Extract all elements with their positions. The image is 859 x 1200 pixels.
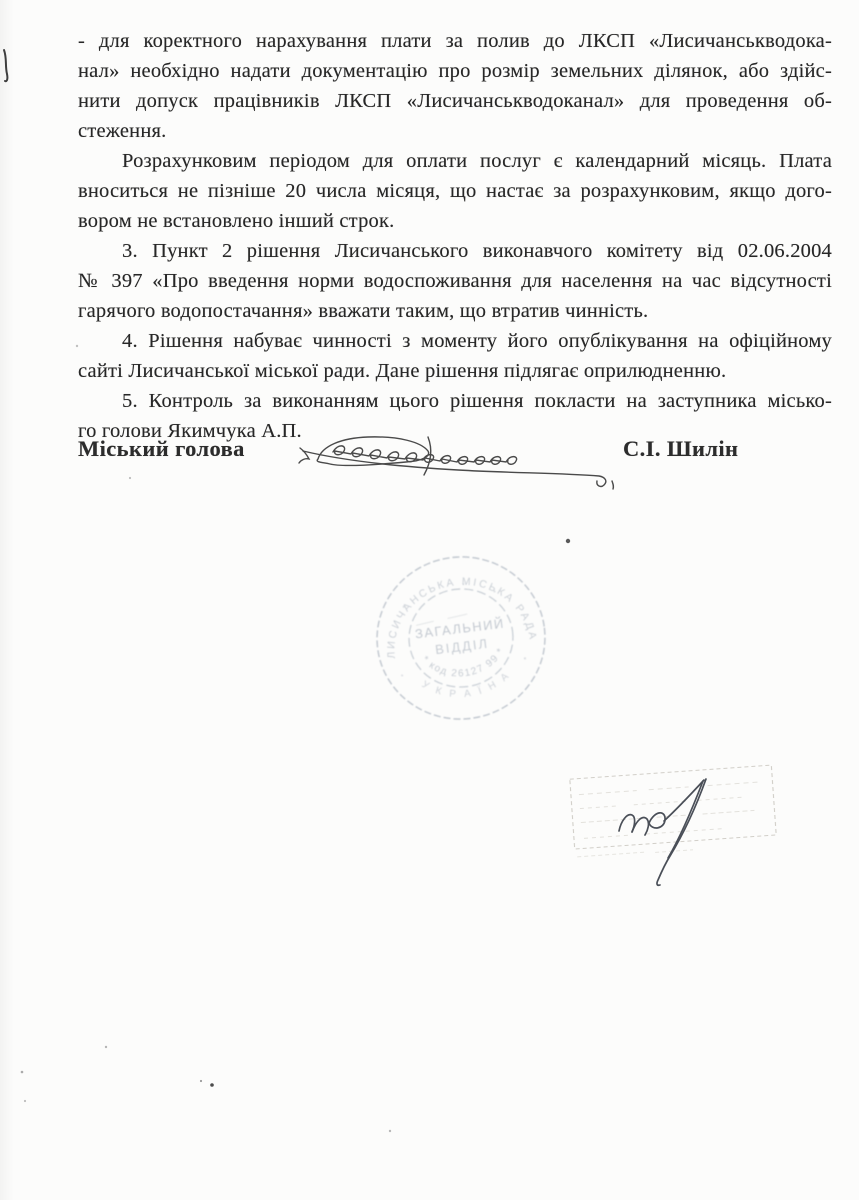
stamp-arc-top-text: ЛИСИЧАНСЬКА МІСЬКА РАДА — [385, 575, 540, 660]
text-line: вноситься не пізніше 20 числа місяця, що настає за розрахунковим, якщо дого- — [78, 180, 832, 202]
signatory-name: С.І. Шилін — [623, 436, 739, 461]
text-line: стеження. — [78, 120, 167, 142]
mayor-signature-scrawl — [299, 437, 613, 489]
scan-speck — [129, 477, 131, 479]
scan-speck — [389, 1130, 391, 1132]
scan-speck — [24, 1100, 26, 1102]
scan-speck — [200, 1080, 202, 1082]
round-official-stamp — [368, 547, 554, 728]
text-line: 5. Контроль за виконанням цього рішення покласти на заступника місько- — [122, 390, 832, 412]
scan-speck — [566, 539, 570, 543]
text-line: гарячого водопостачання» вважати таким, що втратив чинність. — [78, 300, 649, 322]
stamp-rect-extra-line — [577, 849, 693, 858]
text-line: вором не встановлено інший строк. — [78, 210, 395, 232]
signatory-title: Міський голова — [78, 436, 245, 461]
scan-speck — [210, 1083, 214, 1087]
stamp-center-line1: ЗАГАЛЬНИЙ — [414, 615, 506, 642]
text-line: нал» необхідно надати документацію про розмір земельних ділянок, або здійс- — [78, 60, 832, 82]
text-line: 4. Рішення набуває чинності з моменту його опублікування на офіційному — [122, 330, 832, 352]
stamp-rect-faint-text-lines — [579, 782, 762, 838]
text-line: № 397 «Про введення норми водоспоживання для населення на час відсутності — [78, 270, 832, 292]
scan-speck — [76, 345, 78, 347]
text-line: го голови Якимчука А.П. — [78, 420, 302, 442]
scan-speck — [105, 1046, 107, 1048]
handwritten-initials — [619, 779, 706, 885]
text-line: - для коректного нарахування плати за полив до ЛКСП «Лисичанськводока- — [78, 30, 832, 52]
stamp-arc-bottom-text: У К Р А Ї Н А — [419, 669, 514, 701]
text-line: Розрахунковим періодом для оплати послуг є календарний місяць. Плата — [122, 150, 832, 172]
scan-speck — [21, 1071, 24, 1074]
stamp-center-line2: ВІДДІЛ — [434, 635, 490, 658]
stamp-rect-border — [570, 765, 776, 849]
stamp-arc-code-text: * код 26127 99 * — [419, 645, 508, 680]
text-line: нити допуск працівників ЛКСП «Лисичанськводоканал» для проведення об- — [78, 90, 832, 112]
text-line: 3. Пункт 2 рішення Лисичанського виконавчого комітету від 02.06.2004 — [122, 240, 832, 262]
left-edge-mark — [4, 50, 7, 81]
text-line: сайті Лисичанської міської ради. Дане рішення підлягає оприлюдненню. — [78, 360, 727, 382]
